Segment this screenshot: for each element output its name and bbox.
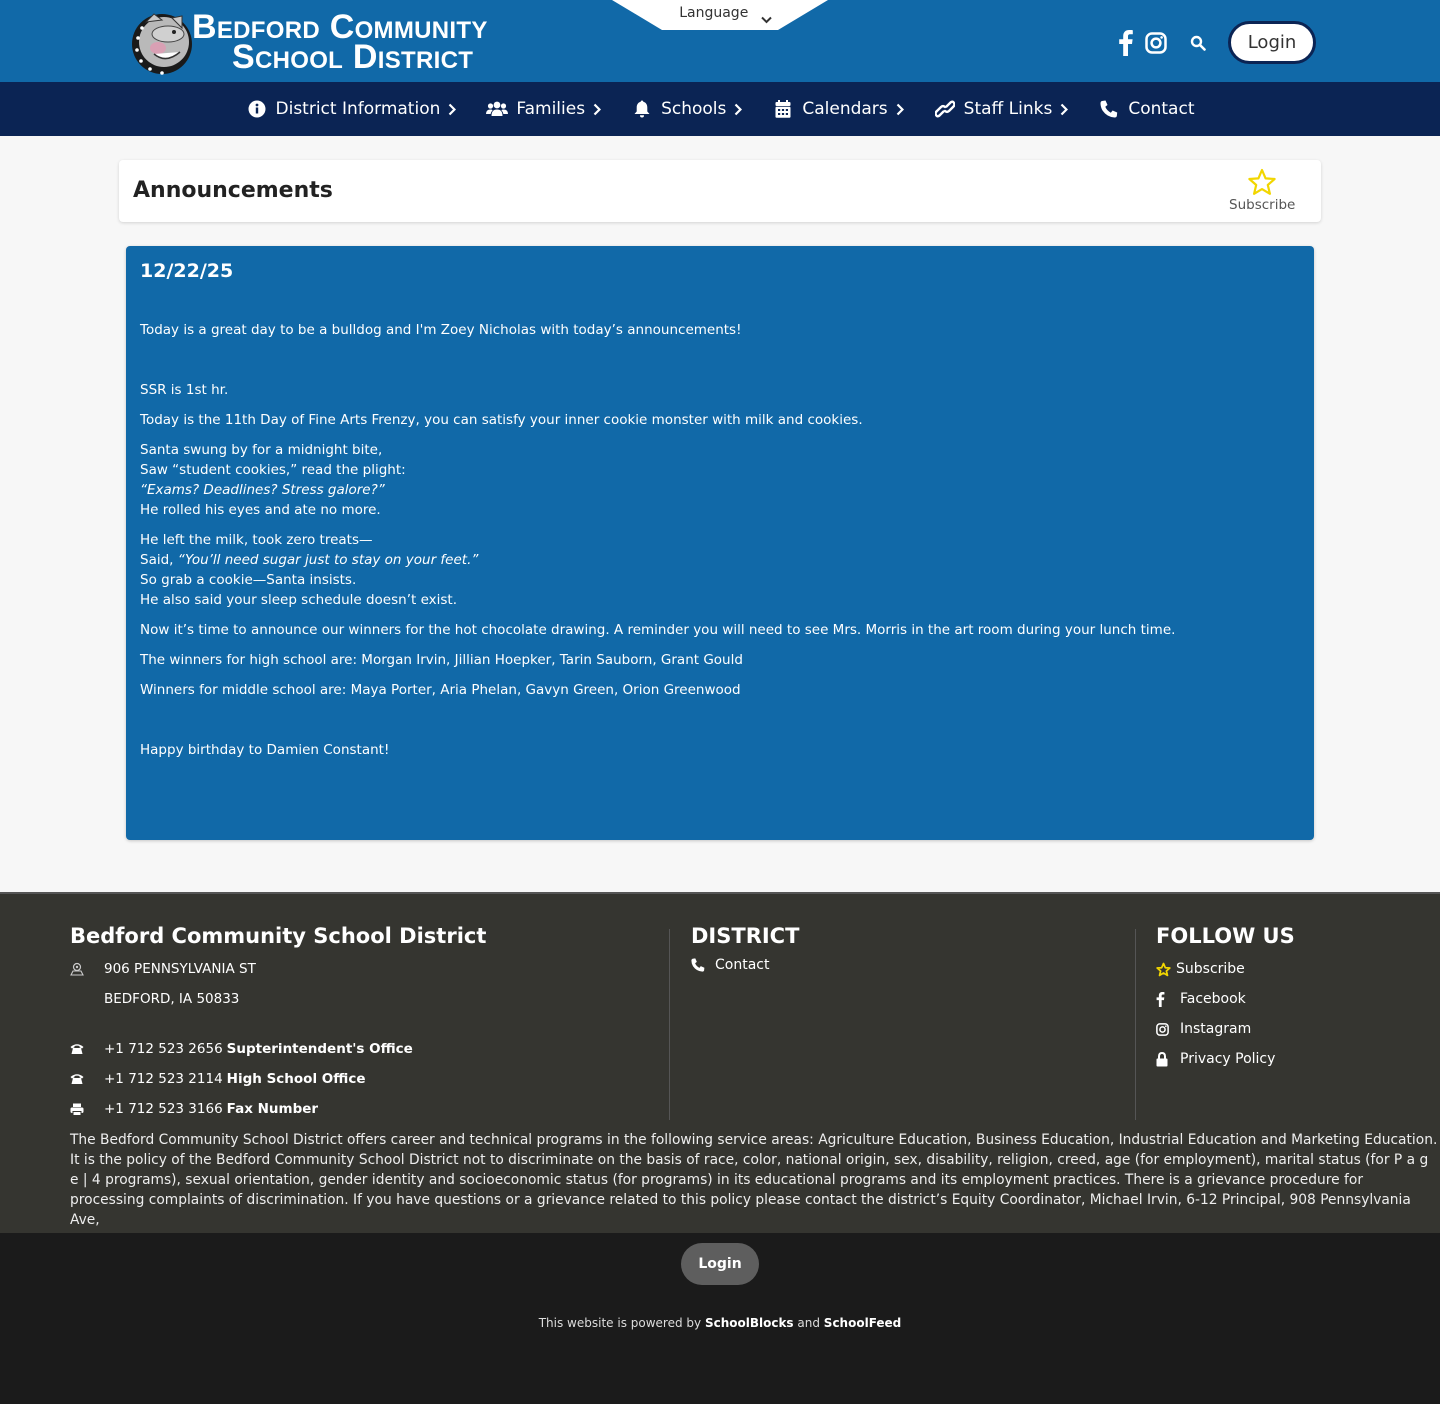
post-paragraph: Today is the 11th Day of Fine Arts Frenzy, you can satisfy your inner cookie monster with milk and cookies. (140, 412, 863, 428)
post-paragraph: Now it’s time to announce our winners for the hot chocolate drawing. A reminder you will need to see Mrs. Morris in the art room during your lunch time. (140, 622, 1176, 638)
nav-label: Calendars (802, 99, 888, 119)
district-logo[interactable] (128, 8, 488, 76)
nav-label: Contact (1128, 99, 1195, 119)
nav-item-contact[interactable] (1098, 99, 1194, 119)
main-navigation (0, 82, 1440, 136)
footer-link-facebook[interactable]: Facebook (1156, 984, 1440, 1014)
logo-title-line1: Bedford Community (192, 8, 488, 46)
chevron-right-icon (593, 103, 601, 116)
post-paragraph: Happy birthday to Damien Constant! (140, 742, 390, 758)
poem-stanza-2 (140, 530, 1300, 610)
footer-org-name: Bedford Community School District (70, 924, 487, 948)
announcement-post (126, 246, 1314, 840)
post-paragraph: Winners for middle school are: Maya Porter, Aria Phelan, Gavyn Green, Orion Greenwood (140, 682, 741, 698)
bulldog-logo-icon (128, 8, 198, 76)
subscribe-button[interactable] (1229, 168, 1295, 213)
bottom-bar (0, 1233, 1440, 1404)
footer-follow-heading: FOLLOW US (1156, 924, 1295, 948)
poem-line-quote: “You’ll need sugar just to stay on your feet.” (177, 552, 479, 568)
poem-line-prefix: Said, (140, 552, 178, 568)
poem-line: He left the milk, took zero treats— (140, 532, 373, 548)
site-footer (0, 892, 1440, 1233)
address-line-1: 906 PENNSYLVANIA ST (70, 954, 668, 984)
main-content (0, 136, 1440, 840)
poem-line: Saw “student cookies,” read the plight: (140, 462, 406, 478)
calendar-icon (772, 99, 794, 119)
poem-stanza-1 (140, 440, 1300, 520)
poem-line: Santa swung by for a midnight bite, (140, 442, 383, 458)
announcements-header (119, 160, 1321, 222)
footer-link-instagram[interactable]: Instagram (1156, 1014, 1440, 1044)
footer-contact-column (70, 924, 668, 1124)
phone-row[interactable]: +1 712 523 2114 High School Office (70, 1064, 668, 1094)
site-header (0, 0, 1440, 82)
bell-icon (631, 99, 653, 119)
post-spacer (140, 710, 1300, 730)
post-body (140, 320, 1300, 760)
footer-follow-column (1135, 924, 1440, 1120)
nav-item-calendars[interactable] (772, 99, 903, 119)
nav-item-district-information[interactable] (246, 99, 457, 119)
nav-label: Schools (661, 99, 727, 119)
nav-label: District Information (275, 99, 441, 119)
phone-icon (1098, 99, 1120, 119)
map-pin-icon (70, 962, 104, 976)
footer-link-subscribe[interactable]: Subscribe (1156, 954, 1440, 984)
post-paragraph: Today is a great day to be a bulldog and I'm Zoey Nicholas with today’s announcements! (140, 322, 742, 338)
lock-icon (1156, 1052, 1180, 1067)
star-icon (1247, 168, 1277, 196)
footer-link-privacy-policy[interactable]: Privacy Policy (1156, 1044, 1440, 1074)
info-circle-icon (246, 99, 268, 119)
search-icon[interactable] (1188, 33, 1208, 53)
facebook-icon (1156, 992, 1180, 1007)
footer-login-button[interactable]: Login (681, 1243, 759, 1285)
schoolblocks-link[interactable]: SchoolBlocks (704, 1316, 794, 1330)
nav-item-staff-links[interactable] (934, 99, 1069, 119)
phone-row[interactable]: +1 712 523 2656 Supterintendent's Office (70, 1034, 668, 1064)
footer-district-heading: DISTRICT (691, 924, 800, 948)
poem-line: So grab a cookie—Santa insists. (140, 572, 357, 588)
nav-item-schools[interactable] (631, 99, 742, 119)
phone-icon (691, 958, 715, 972)
instagram-icon[interactable] (1144, 31, 1168, 55)
chevron-right-icon (448, 103, 456, 116)
facebook-icon[interactable] (1116, 30, 1136, 56)
users-icon (486, 99, 508, 119)
powered-by-text: This website is powered by SchoolBlocks and SchoolFeed (538, 1316, 902, 1330)
footer-district-column (669, 924, 1135, 1120)
subscribe-label: Subscribe (1229, 197, 1296, 213)
post-date: 12/22/25 (140, 260, 234, 282)
instagram-icon (1156, 1023, 1180, 1036)
non-discrimination-disclaimer: The Bedford Community School District offers career and technical programs in the following service areas: Agriculture Education, Business Education, Industrial Education and Marketing Education. It is the policy of the Bedford Community School District not to discriminate on the basis of race, color, national origin, sex, disability, religion, creed, age (for employment), marital status (for P a g e | 4 programs), sexual orientation, gender identity and socioeconomic status (for programs) in its educational programs and its employment practices. There is a grievance procedure for processing complaints of discrimination. If you have questions or a grievance related to this policy please contact the district’s Equity Coordinator, Michael Irvin, 6-12 Principal, 908 Pennsylvania Ave, (70, 1132, 1438, 1228)
post-paragraph: The winners for high school are: Morgan Irvin, Jillian Hoepker, Tarin Sauborn, Grant Gould (140, 652, 743, 668)
link-icon (934, 99, 956, 119)
post-paragraph: SSR is 1st hr. (140, 382, 229, 398)
phone-icon (70, 1073, 104, 1085)
post-spacer (140, 350, 1300, 370)
fax-row[interactable]: +1 712 523 3166 Fax Number (70, 1094, 668, 1124)
address-line-2: BEDFORD, IA 50833 (104, 991, 240, 1007)
poem-line: “Exams? Deadlines? Stress galore?” (140, 482, 385, 498)
poem-line: He rolled his eyes and ate no more. (140, 502, 381, 518)
logo-title-line2: School District (232, 38, 474, 76)
poem-line: He also said your sleep schedule doesn’t exist. (140, 592, 457, 608)
nav-label: Families (516, 99, 586, 119)
nav-label: Staff Links (963, 99, 1053, 119)
fax-icon (70, 1103, 104, 1116)
chevron-right-icon (734, 103, 742, 116)
language-label: Language (679, 5, 749, 21)
footer-link-contact[interactable]: Contact (691, 954, 1135, 976)
schoolfeed-link[interactable]: SchoolFeed (823, 1316, 902, 1330)
page-title: Announcements (133, 178, 333, 203)
chevron-right-icon (1060, 103, 1068, 116)
language-selector[interactable] (612, 0, 828, 30)
phone-icon (70, 1043, 104, 1055)
nav-item-families[interactable] (486, 99, 601, 119)
chevron-right-icon (896, 103, 904, 116)
star-icon (1156, 962, 1176, 977)
login-button[interactable]: Login (1228, 21, 1316, 64)
